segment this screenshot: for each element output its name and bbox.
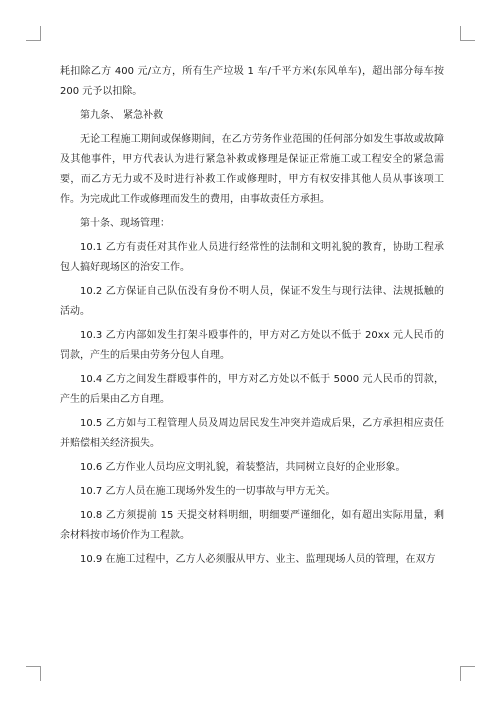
clause-10-4: 10.4 乙方之间发生群殴事件的，甲方对乙方处以不低于 5000 元人民币的罚款，产生的后果由乙方自理。 bbox=[60, 374, 444, 405]
article-10-heading: 第十条、现场管理： bbox=[80, 218, 170, 229]
clause-10-1: 10.1 乙方有责任对其作业人员进行经常性的法制和文明礼貌的教育，协助工程承包人搞好现场区的治安工作。 bbox=[60, 242, 444, 273]
crop-mark-top-right bbox=[460, 26, 475, 41]
crop-mark-bottom-right bbox=[460, 666, 475, 681]
clause-10-6: 10.6 乙方作业人员均应文明礼貌，着装整洁，共同树立良好的企业形象。 bbox=[80, 462, 406, 473]
paragraph-continuation: 耗扣除乙方 400 元/立方，所有生产垃圾 1 车/千平方米(东风单车)，超出部分每车按 200 元予以扣除。 bbox=[60, 66, 444, 97]
document-body bbox=[60, 62, 444, 574]
article-9-heading: 第九条、 紧急补救 bbox=[80, 110, 164, 121]
clause-10-3: 10.3 乙方内部如发生打架斗殴事件的，甲方对乙方处以不低于 20xx 元人民币的罚款，产生的后果由劳务分包人自理。 bbox=[60, 330, 444, 361]
clause-10-2: 10.2 乙方保证自己队伍没有身份不明人员，保证不发生与现行法律、法规抵触的活动。 bbox=[60, 286, 444, 317]
article-9-body: 无论工程施工期间或保修期间，在乙方劳务作业范围的任何部分如发生事故或故障及其他事件，甲方代表认为进行紧急补救或修理是保证正常施工或工程安全的紧急需要，而乙方无力或不及时进行补救工作或修理时，甲方有权安排其他人员从事该项工作。为完成此工作或修理而发生的费用，由事故责任方承担。 bbox=[60, 134, 444, 205]
crop-mark-top-left bbox=[26, 26, 41, 41]
crop-mark-bottom-left bbox=[26, 666, 41, 681]
clause-10-7: 10.7 乙方人员在施工现场外发生的一切事故与甲方无关。 bbox=[80, 486, 336, 497]
clause-10-9: 10.9 在施工过程中，乙方人必须服从甲方、业主、监理现场人员的管理，在双方 bbox=[80, 554, 436, 565]
clause-10-8: 10.8 乙方须提前 15 天提交材料明细，明细要严谨细化，如有超出实际用量，剩余材料按市场价作为工程款。 bbox=[60, 510, 444, 541]
clause-10-5: 10.5 乙方如与工程管理人员及周边居民发生冲突并造成后果，乙方承担相应责任并赔偿相关经济损失。 bbox=[60, 418, 444, 449]
